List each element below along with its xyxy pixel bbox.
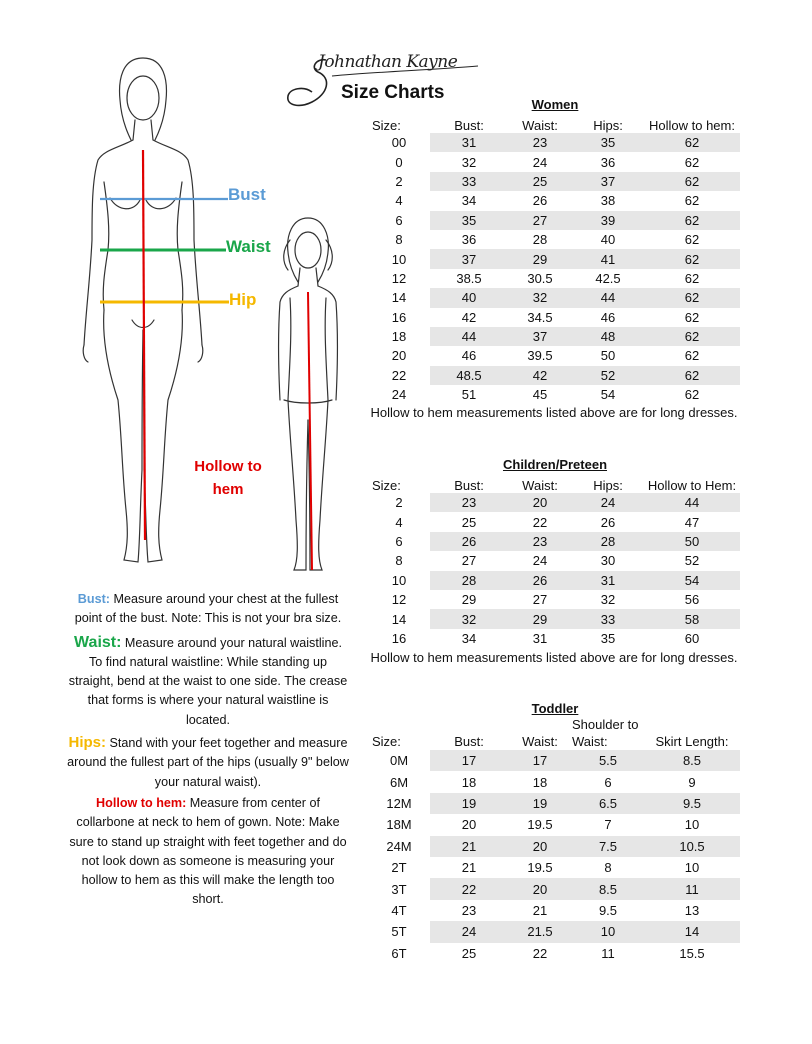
women-cell: 52: [572, 366, 644, 385]
toddler-cell: 7.5: [572, 836, 644, 857]
children-table-note: Hollow to hem measurements listed above are for long dresses.: [370, 650, 738, 665]
women-cell: 37: [508, 327, 572, 346]
women-cell: 2: [368, 172, 430, 191]
women-cell: 32: [508, 288, 572, 307]
toddler-header-row: [368, 716, 740, 750]
children-cell: 31: [532, 630, 548, 646]
measurement-instructions: [66, 590, 350, 910]
toddler-cell: 19: [430, 793, 508, 814]
table-row: [368, 857, 740, 878]
children-table-title: Children/Preteen: [502, 457, 608, 472]
table-row: [368, 327, 740, 346]
table-row: [368, 590, 740, 609]
toddler-cell: 21.5: [508, 921, 572, 942]
table-row: [368, 172, 740, 191]
table-row: [368, 512, 740, 531]
women-cell: 62: [684, 270, 700, 286]
women-cell: 23: [508, 133, 572, 152]
children-column-header: Hollow to Hem:: [647, 478, 737, 493]
women-cell: 20: [368, 346, 430, 365]
children-cell: 12: [368, 590, 430, 609]
women-cell: 50: [600, 348, 616, 364]
women-cell: 36: [461, 232, 477, 248]
children-cell: 8: [368, 551, 430, 570]
women-cell: 39: [572, 211, 644, 230]
table-row: [368, 571, 740, 590]
women-cell: 42.5: [595, 270, 621, 286]
waist-instruction: [66, 633, 350, 730]
bust-instruction-text: Measure around your chest at the fullest point of the bust. Note: This is not your bra size.: [74, 592, 342, 626]
women-cell: 40: [600, 232, 616, 248]
women-cell: 32: [461, 154, 477, 170]
brand-logo: Johnathan Kayne: [318, 52, 458, 72]
women-cell: 62: [684, 348, 700, 364]
women-cell: 22: [368, 366, 430, 385]
women-cell: 0: [368, 152, 430, 171]
table-row: [368, 211, 740, 230]
women-cell: 36: [600, 154, 616, 170]
toddler-cell: 14: [644, 921, 740, 942]
toddler-cell: 20: [508, 878, 572, 899]
table-row: [368, 771, 740, 792]
women-column-header: Hips:: [593, 118, 623, 133]
women-cell: 00: [368, 133, 430, 152]
toddler-column-header: Shoulder to Waist:: [572, 717, 639, 749]
toddler-cell: 6.5: [572, 793, 644, 814]
women-cell: 62: [644, 288, 740, 307]
women-cell: 62: [684, 193, 700, 209]
women-cell: 38.5: [456, 270, 482, 286]
women-cell: 24: [532, 154, 548, 170]
women-cell: 39.5: [527, 348, 553, 364]
women-column-header: Waist:: [522, 118, 558, 133]
women-cell: 46: [600, 309, 616, 325]
children-cell: 24: [572, 493, 644, 512]
children-cell: 14: [368, 609, 430, 628]
children-cell: 23: [508, 532, 572, 551]
table-row: [368, 385, 740, 404]
children-cell: 25: [461, 514, 477, 530]
table-row: [368, 878, 740, 899]
children-cell: 31: [572, 571, 644, 590]
toddler-cell: 24: [430, 921, 508, 942]
table-row: [368, 532, 740, 551]
table-row: [368, 629, 740, 648]
table-row: [368, 900, 740, 921]
toddler-cell: 6T: [368, 943, 430, 964]
toddler-cell: 19.5: [527, 860, 553, 876]
children-column-header: Size:: [372, 478, 401, 493]
women-cell: 54: [600, 387, 616, 403]
children-cell: 28: [572, 532, 644, 551]
women-cell: 30.5: [527, 270, 553, 286]
hip-figure-label: Hip: [229, 290, 257, 309]
children-cell: 2: [368, 493, 430, 512]
toddler-cell: 2T: [368, 857, 430, 878]
children-cell: 6: [368, 532, 430, 551]
women-cell: 35: [572, 133, 644, 152]
women-cell: 35: [430, 211, 508, 230]
toddler-cell: 22: [430, 878, 508, 899]
table-row: [368, 288, 740, 307]
women-size-table: [368, 113, 740, 404]
women-cell: 44: [430, 327, 508, 346]
table-row: [368, 814, 740, 835]
table-row: [368, 269, 740, 288]
toddler-cell: 8.5: [644, 750, 740, 771]
table-row: [368, 609, 740, 628]
toddler-cell: 0M: [368, 750, 430, 771]
women-cell: 25: [508, 172, 572, 191]
children-size-table: [368, 473, 740, 648]
toddler-cell: 17: [508, 750, 572, 771]
children-cell: 60: [684, 630, 700, 646]
toddler-cell: 19.5: [527, 817, 553, 833]
toddler-cell: 21: [532, 902, 548, 918]
table-row: [368, 921, 740, 942]
children-cell: 28: [430, 571, 508, 590]
table-row: [368, 366, 740, 385]
women-cell: 34.5: [527, 309, 553, 325]
waist-keyword: Waist:: [74, 633, 122, 651]
women-cell: 37: [430, 249, 508, 268]
women-cell: 12: [368, 269, 430, 288]
women-cell: 16: [368, 308, 430, 327]
toddler-cell: 17: [430, 750, 508, 771]
toddler-cell: 10: [684, 860, 700, 876]
women-cell: 62: [644, 327, 740, 346]
hips-instruction-text: Stand with your feet together and measure around the fullest part of the hips (usually 9" below your natural waist).: [67, 736, 349, 789]
women-cell: 28: [532, 232, 548, 248]
women-cell: 33: [430, 172, 508, 191]
toddler-size-table: [368, 716, 740, 964]
children-header-row: [368, 473, 740, 493]
table-row: [368, 551, 740, 570]
toddler-cell: 18: [532, 774, 548, 790]
toddler-column-header: Size:: [372, 734, 401, 749]
toddler-table-title: Toddler: [531, 701, 579, 716]
toddler-cell: 5T: [368, 921, 430, 942]
women-column-header: Size:: [372, 118, 401, 133]
table-row: [368, 836, 740, 857]
table-row: [368, 152, 740, 171]
women-cell: 10: [368, 249, 430, 268]
children-cell: 54: [644, 571, 740, 590]
children-cell: 20: [508, 493, 572, 512]
toddler-cell: 3T: [368, 878, 430, 899]
women-cell: 29: [508, 249, 572, 268]
children-cell: 32: [600, 592, 616, 608]
children-cell: 24: [532, 553, 548, 569]
children-cell: 26: [508, 571, 572, 590]
children-cell: 50: [644, 532, 740, 551]
women-cell: 24: [368, 385, 430, 404]
women-cell: 62: [644, 249, 740, 268]
women-cell: 44: [572, 288, 644, 307]
table-row: [368, 230, 740, 249]
page-title: Size Charts: [341, 82, 445, 103]
women-cell: 8: [368, 230, 430, 249]
women-cell: 62: [644, 211, 740, 230]
toddler-cell: 10: [684, 817, 700, 833]
toddler-column-header: Skirt Length:: [655, 734, 729, 749]
women-cell: 4: [368, 191, 430, 210]
women-cell: 62: [644, 366, 740, 385]
toddler-cell: 15.5: [679, 945, 705, 961]
toddler-cell: 11: [644, 878, 740, 899]
women-cell: 62: [644, 172, 740, 191]
women-cell: 46: [461, 348, 477, 364]
women-cell: 14: [368, 288, 430, 307]
toddler-cell: 25: [461, 945, 477, 961]
toddler-cell: 18: [461, 774, 477, 790]
toddler-cell: 23: [461, 902, 477, 918]
toddler-cell: 9.5: [598, 902, 618, 918]
toddler-column-header: Bust:: [454, 734, 484, 749]
table-row: [368, 493, 740, 512]
women-cell: 34: [461, 193, 477, 209]
women-cell: 62: [644, 133, 740, 152]
children-cell: 44: [644, 493, 740, 512]
table-row: [368, 793, 740, 814]
table-row: [368, 346, 740, 365]
women-table-title: Women: [531, 97, 579, 112]
hollow-keyword: Hollow to hem:: [96, 795, 187, 810]
bust-keyword: Bust:: [77, 592, 110, 606]
women-cell: 37: [572, 172, 644, 191]
women-column-header: Hollow to hem:: [649, 118, 735, 133]
toddler-cell: 10.5: [644, 836, 740, 857]
toddler-cell: 21: [461, 860, 477, 876]
children-cell: 34: [461, 630, 477, 646]
toddler-cell: 24M: [368, 836, 430, 857]
children-cell: 27: [461, 553, 477, 569]
toddler-column-header: Waist:: [522, 734, 558, 749]
bust-figure-label: Bust: [228, 185, 266, 204]
toddler-cell: 6M: [368, 771, 430, 792]
children-cell: 58: [644, 609, 740, 628]
women-cell: 62: [684, 154, 700, 170]
children-cell: 56: [684, 592, 700, 608]
toddler-cell: 11: [601, 945, 615, 961]
children-cell: 26: [430, 532, 508, 551]
toddler-cell: 9.5: [644, 793, 740, 814]
women-cell: 45: [532, 387, 548, 403]
children-cell: 23: [430, 493, 508, 512]
women-table-note: Hollow to hem measurements listed above are for long dresses.: [370, 405, 738, 420]
waist-figure-label: Waist: [226, 237, 271, 256]
children-cell: 47: [684, 514, 700, 530]
women-cell: 62: [684, 232, 700, 248]
children-cell: 52: [684, 553, 700, 569]
toddler-cell: 18M: [368, 814, 430, 835]
toddler-cell: 10: [572, 921, 644, 942]
bust-instruction: [66, 590, 350, 629]
children-cell: 26: [600, 514, 616, 530]
women-cell: 42: [508, 366, 572, 385]
children-cell: 30: [600, 553, 616, 569]
women-cell: 18: [368, 327, 430, 346]
women-cell: 27: [508, 211, 572, 230]
toddler-cell: 20: [508, 836, 572, 857]
children-cell: 33: [572, 609, 644, 628]
hips-instruction: [66, 733, 350, 792]
hollow-instruction: [66, 794, 350, 910]
children-cell: 4: [368, 512, 430, 531]
toddler-cell: 4T: [368, 900, 430, 921]
toddler-cell: 22: [532, 945, 548, 961]
hollow-to-hem-figure-label: Hollow to hem: [194, 458, 262, 498]
women-cell: 6: [368, 211, 430, 230]
toddler-cell: 19: [508, 793, 572, 814]
table-row: [368, 191, 740, 210]
women-cell: 38: [600, 193, 616, 209]
women-cell: 26: [532, 193, 548, 209]
children-cell: 27: [532, 592, 548, 608]
toddler-cell: 6: [604, 774, 612, 790]
children-cell: 32: [430, 609, 508, 628]
women-cell: 62: [684, 387, 700, 403]
women-cell: 62: [684, 309, 700, 325]
hollow-instruction-text: Measure from center of collarbone at neck to hem of gown. Note: Make sure to stand up straight with feet together and do not look down as someone is measuring your hollow to hem as this will make the length too short.: [69, 795, 347, 907]
women-column-header: Bust:: [454, 118, 484, 133]
women-cell: 41: [572, 249, 644, 268]
women-cell: 40: [430, 288, 508, 307]
women-cell: 48: [572, 327, 644, 346]
children-cell: 10: [368, 571, 430, 590]
toddler-cell: 8: [604, 860, 612, 876]
toddler-cell: 20: [461, 817, 477, 833]
waist-instruction-text: Measure around your natural waistline. To find natural waistline: While standing up straight, bend at the waist to one side. The crease that forms is where your natural waistline is located.: [68, 635, 348, 727]
table-row: [368, 308, 740, 327]
women-header-row: [368, 113, 740, 133]
women-cell: 42: [461, 309, 477, 325]
toddler-cell: 5.5: [572, 750, 644, 771]
hips-keyword: Hips:: [68, 734, 106, 752]
women-cell: 31: [430, 133, 508, 152]
children-cell: 29: [461, 592, 477, 608]
children-column-header: Bust:: [454, 478, 484, 493]
table-row: [368, 750, 740, 771]
women-cell: 51: [461, 387, 477, 403]
children-cell: 35: [600, 630, 616, 646]
children-cell: 22: [532, 514, 548, 530]
children-column-header: Waist:: [522, 478, 558, 493]
toddler-cell: 21: [430, 836, 508, 857]
children-column-header: Hips:: [593, 478, 623, 493]
toddler-cell: 9: [688, 774, 696, 790]
table-row: [368, 249, 740, 268]
table-row: [368, 133, 740, 152]
table-row: [368, 943, 740, 964]
toddler-cell: 13: [684, 902, 700, 918]
toddler-cell: 8.5: [572, 878, 644, 899]
children-cell: 16: [368, 629, 430, 648]
children-cell: 29: [508, 609, 572, 628]
toddler-cell: 7: [604, 817, 612, 833]
women-cell: 48.5: [430, 366, 508, 385]
toddler-cell: 12M: [368, 793, 430, 814]
